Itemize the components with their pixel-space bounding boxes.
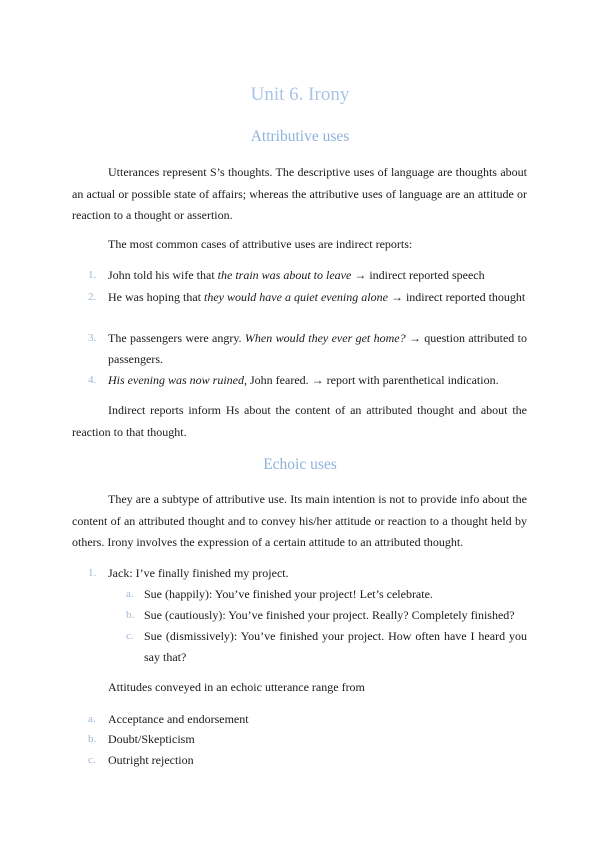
attitude-text: Outright rejection [108, 753, 194, 767]
paragraph-attributive-closing: Indirect reports inform Hs about the content of an attributed thought and about the reaction to that thought. [72, 403, 527, 439]
sub-list-letter: b. [126, 609, 135, 621]
attitude-item [88, 750, 527, 771]
sub-list-letter: c. [126, 630, 134, 642]
attitude-item [88, 709, 527, 730]
heading-echoic-uses: Echoic uses [263, 456, 337, 473]
sub-list-item [126, 584, 527, 605]
list-text-em: His evening was now ruined, [108, 373, 247, 387]
sub-list-item [126, 626, 527, 668]
sub-list-text: Sue (dismissively): You’ve finished your project. How often have I heard you say that? [144, 629, 527, 664]
list-text-post: John feared. → report with parenthetical indication. [247, 373, 499, 387]
list-text-post: → question attributed to passengers. [108, 331, 527, 366]
list-item [88, 370, 527, 391]
list-letter: c. [88, 754, 96, 766]
list-number: 1. [88, 567, 97, 579]
sub-list-text: Sue (happily): You’ve finished your project! Let’s celebrate. [144, 587, 433, 601]
heading-attributive-uses: Attributive uses [250, 128, 350, 145]
attitude-text: Acceptance and endorsement [108, 712, 249, 726]
example-item [88, 563, 527, 584]
paragraph-echoic-intro: They are a subtype of attributive use. Its main intention is not to provide info about the content of an attributed thought and to convey his/her attitude or reaction to a thought held by others. Irony involves the expression of a certain attitude to an attributed thought. [72, 492, 527, 549]
list-number: 3. [88, 332, 97, 344]
list-text-em: they would have a quiet evening alone [203, 290, 388, 304]
list-text-em: When would they ever get home? [244, 331, 406, 345]
paragraph-echoic-lead: Attitudes conveyed in an echoic utterance range from [108, 680, 365, 694]
sub-list-text: Sue (cautiously): You’ve finished your project. Really? Completely finished? [144, 608, 515, 622]
list-text-post: → indirect reported thought [387, 290, 526, 304]
list-text-pre: The passengers were angry. [108, 331, 245, 345]
attitude-text: Doubt/Skepticism [108, 732, 195, 746]
list-number: 1. [88, 269, 97, 281]
list-number: 2. [88, 291, 97, 303]
list-letter: a. [88, 713, 96, 725]
page-title: Unit 6. Irony [250, 84, 350, 105]
list-text-pre: He was hoping that [108, 290, 204, 304]
list-text-post: → indirect reported speech [351, 268, 485, 282]
list-item [88, 265, 527, 286]
paragraph-attributive-lead: The most common cases of attributive uses are indirect reports: [108, 237, 413, 251]
list-text-pre: John told his wife that [108, 268, 218, 282]
list-item [88, 287, 527, 308]
sub-list-item [126, 605, 527, 626]
example-text: Jack: I’ve finally finished my project. [108, 566, 289, 580]
attitude-item [88, 729, 527, 750]
list-text-em: the train was about to leave [217, 268, 352, 282]
list-number: 4. [88, 374, 97, 386]
list-item [88, 328, 527, 370]
sub-list-letter: a. [126, 588, 134, 600]
paragraph-attributive-intro: Utterances represent S’s thoughts. The descriptive uses of language are thoughts about an actual or possible state of affairs; whereas the attributive uses of language are an attitude or reaction to a thought or assertion. [72, 165, 527, 222]
list-letter: b. [88, 733, 97, 745]
